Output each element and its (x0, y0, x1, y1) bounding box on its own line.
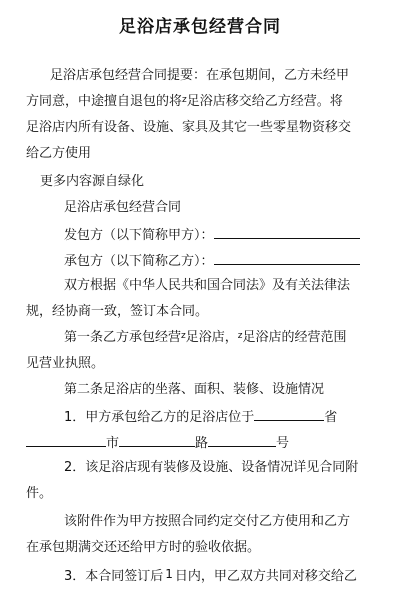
article-1-pre: 第一条乙方承包经营 (64, 330, 182, 345)
summary-mark: z (182, 95, 187, 105)
summary-line-4: 给乙方使用 (26, 146, 92, 161)
summary-line-2-pre: 方同意，中途擅自退包的将 (26, 94, 183, 109)
article-2-item-3 (64, 568, 357, 585)
city-label: 市 (106, 436, 120, 451)
article-1-line-1 (64, 330, 347, 347)
article-2-item-3-pre: 3．本合同签订后 (64, 569, 164, 584)
party-b-blank[interactable] (214, 252, 360, 265)
article-2-item-2-line-1: 2．该足浴店现有装修及设施、设备情况详见合同附 (64, 460, 359, 475)
article-2-item-1 (64, 408, 337, 426)
province-label: 省 (324, 410, 338, 425)
article-1-mark-1: z (181, 331, 186, 341)
road-blank[interactable] (208, 434, 276, 447)
summary-line-1: 足浴店承包经营合同提要：在承包期间，乙方未经甲 (50, 68, 350, 83)
province-blank[interactable] (254, 408, 324, 421)
party-b-row (64, 252, 360, 270)
number-label: 号 (276, 436, 290, 451)
article-2-address-row (26, 434, 289, 452)
party-a-label: 发包方（以下简称甲方）： (64, 228, 214, 243)
party-b-label: 承包方（以下简称乙方）： (64, 254, 214, 269)
city-blank[interactable] (119, 434, 195, 447)
road-label: 路 (195, 436, 209, 451)
more-content-link[interactable]: 更多内容源自绿化 (40, 174, 145, 189)
city-blank-pre[interactable] (26, 434, 106, 447)
annex-line-2: 在承包期满交还还给甲方时的验收依据。 (26, 540, 261, 555)
article-2-item-3-num: 1 (165, 567, 173, 581)
contract-name: 足浴店承包经营合同 (64, 200, 182, 215)
article-1-mid: 足浴店， (185, 330, 238, 345)
summary-line-2-post: 足浴店移交给乙方经营。将 (186, 94, 343, 109)
annex-line-1: 该附件作为甲方按照合同约定交付乙方使用和乙方 (64, 514, 351, 529)
article-1-post: 足浴店的经营范围 (242, 330, 347, 345)
article-2-item-3-post: 日内，甲乙双方共同对移交给乙 (174, 569, 357, 584)
party-a-blank[interactable] (214, 226, 360, 239)
article-2-item-1-pre: 1．甲方承包给乙方的足浴店位于 (64, 410, 255, 425)
preamble-line-1: 双方根据《中华人民共和国合同法》及有关法律法 (64, 278, 351, 293)
article-2-item-2-line-2: 件。 (26, 486, 53, 501)
document-title: 足浴店承包经营合同 (119, 17, 281, 37)
article-1-line-2: 见营业执照。 (26, 356, 105, 371)
preamble-line-2: 规，经协商一致，签订本合同。 (26, 304, 209, 319)
summary-line-3: 足浴店内所有设备、设施、家具及其它一些零星物资移交 (26, 120, 352, 135)
article-1-mark-2: z (237, 331, 243, 341)
summary-line-2 (26, 94, 343, 111)
article-2-heading: 第二条足浴店的坐落、面积、装修、设施情况 (64, 382, 325, 397)
party-a-row (64, 226, 360, 244)
